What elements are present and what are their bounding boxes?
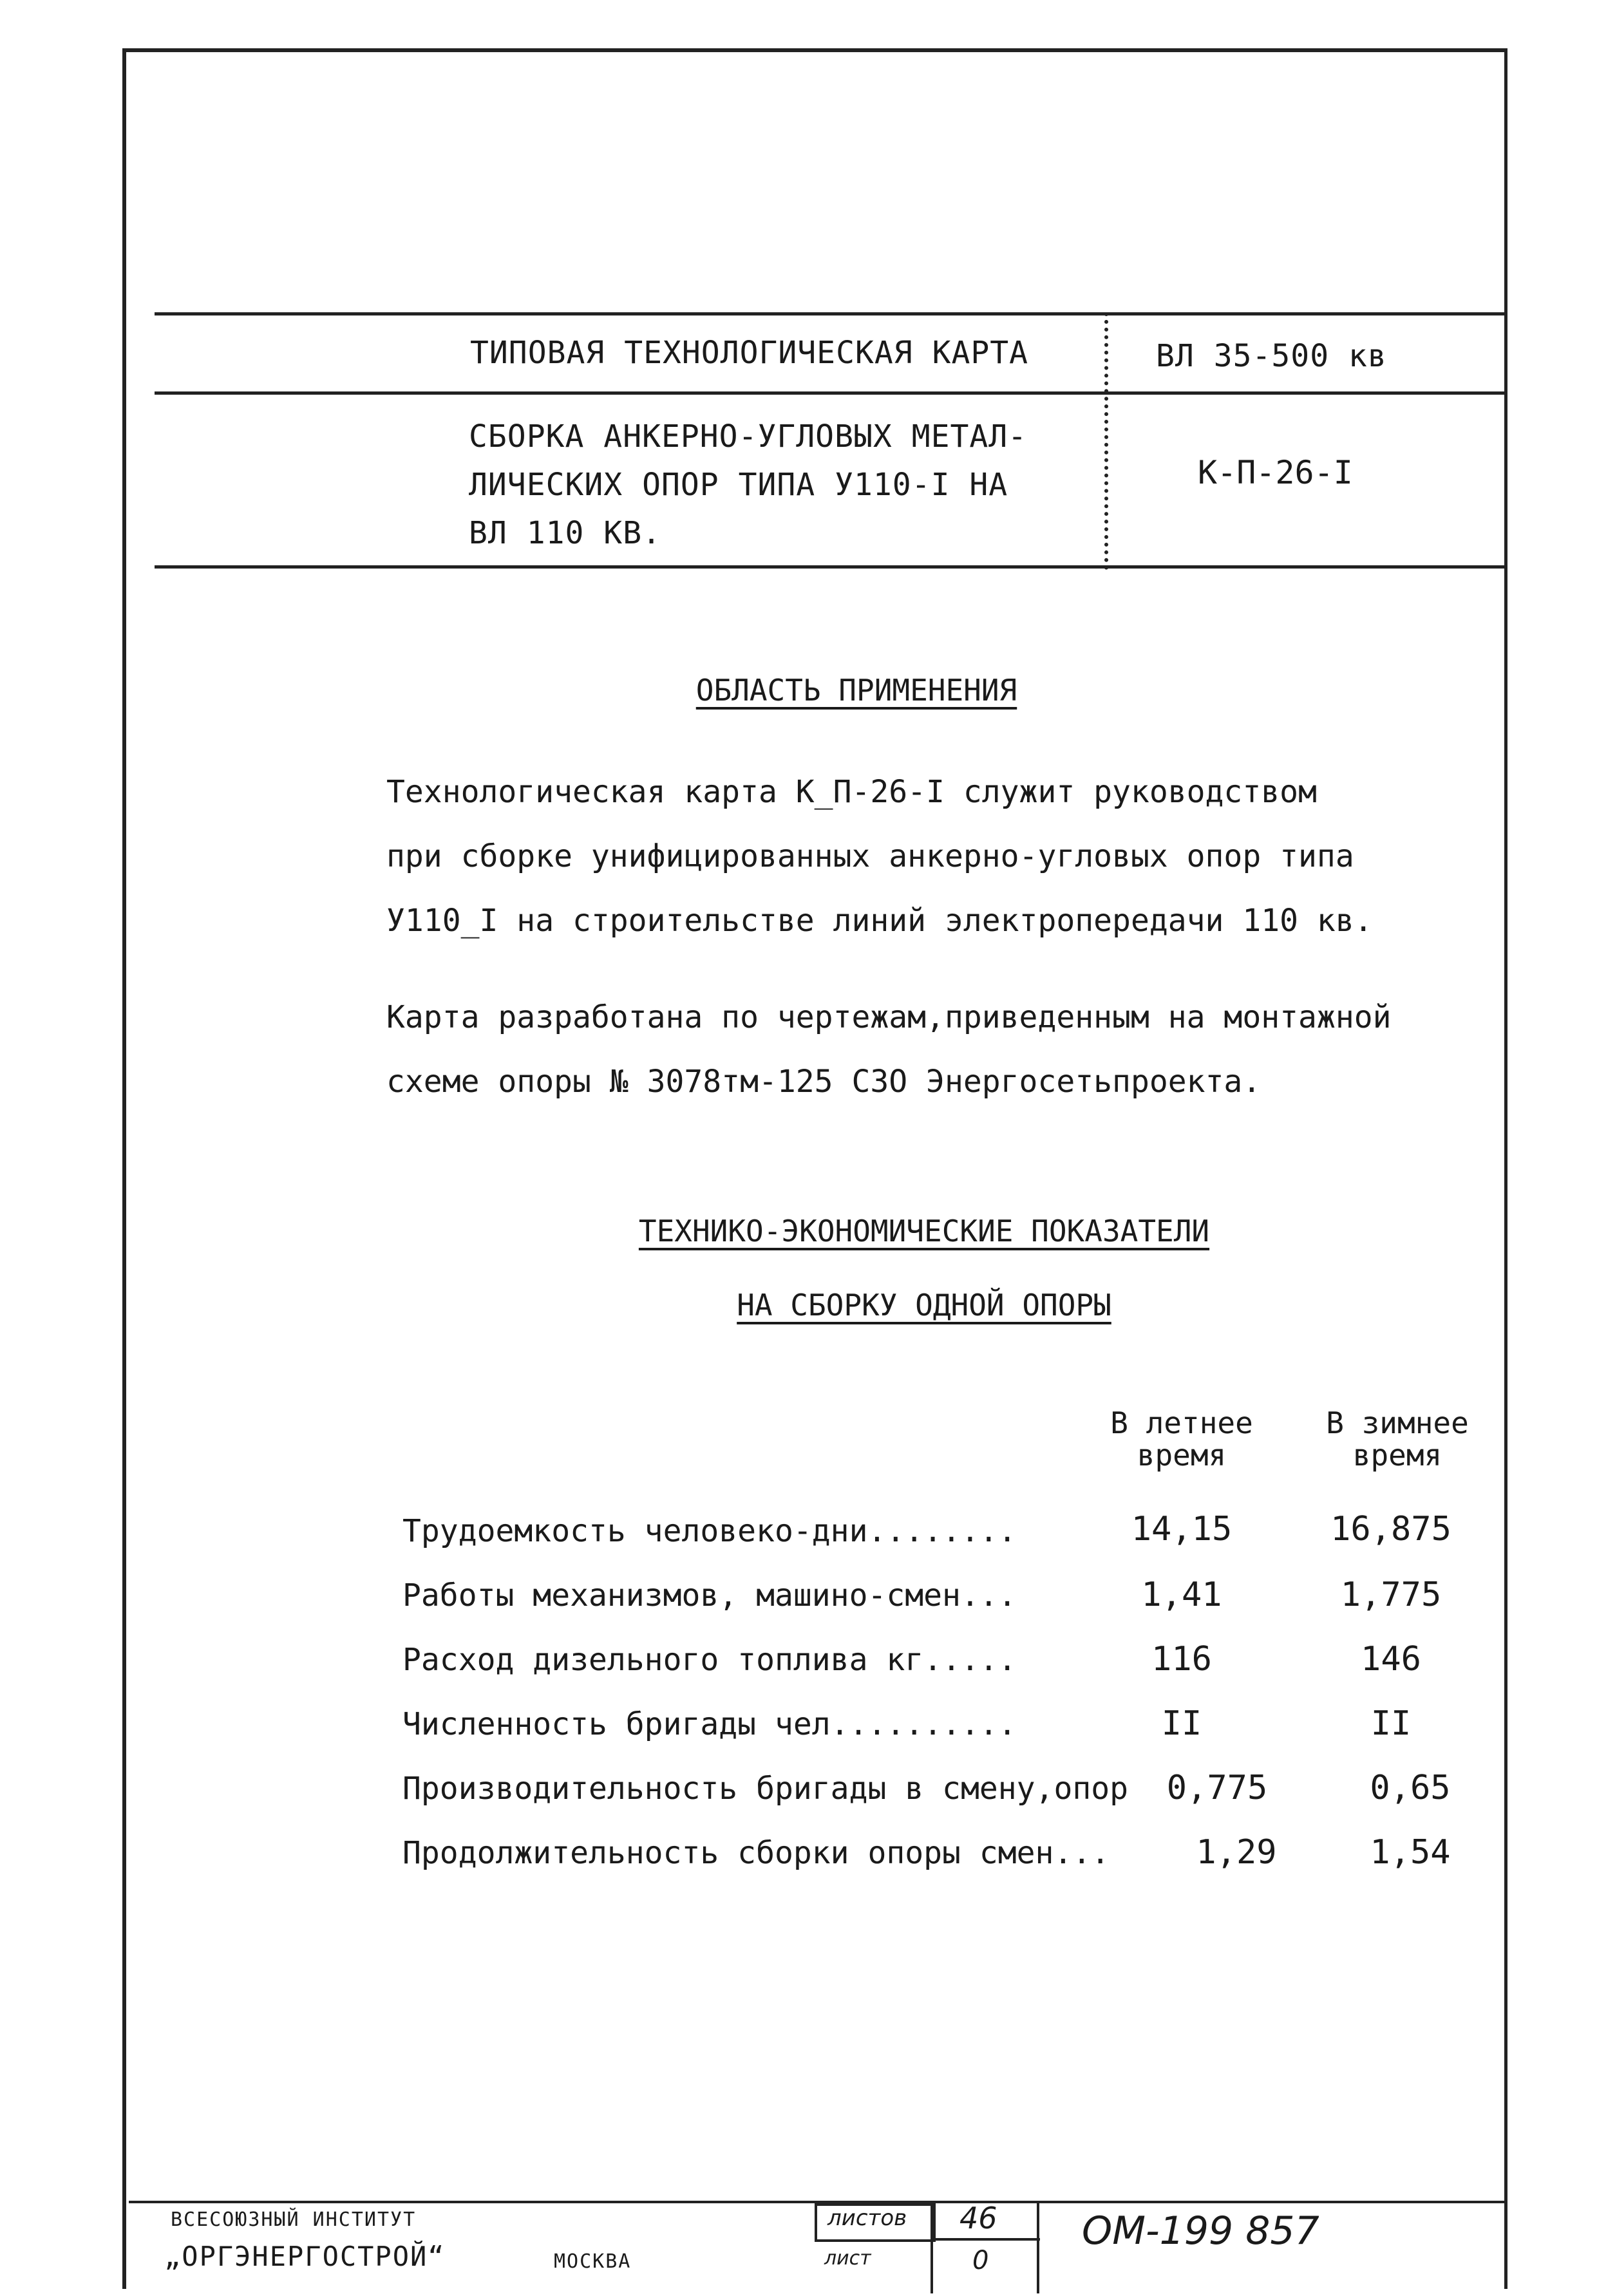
sheets-divider	[931, 2203, 933, 2293]
indicator-summer-productivity: 0,775	[1166, 1769, 1268, 1807]
indicator-label-crew: Численность бригады чел..........	[402, 1706, 1017, 1742]
indicator-winter-productivity: 0,65	[1370, 1769, 1451, 1807]
indicator-summer-duration: 1,29	[1196, 1833, 1277, 1872]
doc-title-line-2: ЛИЧЕСКИХ ОПОР ТИПА У110-I НА	[469, 467, 1008, 503]
col-summer-header	[1088, 1407, 1275, 1471]
indicator-summer-labor: 14,15	[1131, 1510, 1233, 1548]
doc-code: К-П-26-I	[1198, 454, 1353, 491]
sheet-value: 0	[972, 2246, 989, 2275]
archive-stamp: ОМ-199 857	[1082, 2208, 1319, 2254]
indicator-summer-machines: 1,41	[1141, 1576, 1222, 1614]
indicator-label-productivity: Производительность бригады в смену,опор	[402, 1771, 1129, 1807]
doc-type-title: ТИПОВАЯ ТЕХНОЛОГИЧЕСКАЯ КАРТА	[470, 335, 1029, 371]
frame-top-border	[122, 48, 1507, 52]
header-rule-top	[155, 312, 1507, 315]
indicator-label-labor: Трудоемкость человеко-дни........	[402, 1513, 1017, 1549]
sheets-row-divider	[931, 2238, 1040, 2241]
scope-para2-line2: схеме опоры № 3078тм-125 СЗО Энергосетьпроекта.	[386, 1064, 1262, 1100]
col-winter-line2: время	[1352, 1438, 1442, 1473]
indicator-summer-crew: II	[1161, 1704, 1202, 1743]
indicator-summer-fuel: 116	[1151, 1640, 1212, 1679]
footer-institute-line1: ВСЕСОЮЗНЫЙ ИНСТИТУТ	[171, 2208, 417, 2231]
indicator-winter-duration: 1,54	[1370, 1833, 1451, 1872]
series-label: ВЛ 35-500 кв	[1156, 338, 1387, 374]
scope-heading: ОБЛАСТЬ ПРИМЕНЕНИЯ	[695, 673, 1017, 708]
header-rule-bottom	[155, 565, 1507, 569]
indicator-winter-labor: 16,875	[1330, 1510, 1451, 1548]
indicator-label-machines: Работы механизмов, машино-смен...	[402, 1577, 1017, 1614]
indicator-label-duration: Продолжительность сборки опоры смен...	[402, 1835, 1110, 1871]
footer-city: МОСКВА	[554, 2250, 632, 2273]
indicator-label-fuel: Расход дизельного топлива кг.....	[402, 1642, 1017, 1678]
doc-title-line-1: СБОРКА АНКЕРНО-УГЛОВЫХ МЕТАЛ-	[469, 419, 1028, 455]
scope-para2-line1: Карта разработана по чертежам,приведенным на монтажной	[386, 999, 1392, 1035]
header-rule-middle	[155, 391, 1507, 395]
sheets-divider-right	[1037, 2203, 1039, 2293]
scope-para1-line1: Технологическая карта К_П-26-I служит руководством	[386, 774, 1317, 810]
doc-title-line-3: ВЛ 110 КВ.	[469, 515, 661, 551]
indicator-winter-machines: 1,775	[1340, 1576, 1442, 1614]
col-summer-line1: В летнее	[1110, 1406, 1253, 1440]
col-winter-header	[1301, 1407, 1494, 1471]
indicators-heading-line2: НА СБОРКУ ОДНОЙ ОПОРЫ	[737, 1288, 1111, 1322]
indicator-winter-crew: II	[1370, 1704, 1412, 1743]
frame-left-border	[122, 48, 126, 2289]
sheets-label: листов	[827, 2205, 907, 2231]
scope-para1-line2: при сборке унифицированных анкерно-угловых опор типа	[386, 838, 1354, 874]
footer-institute-line2: „ОРГЭНЕРГОСТРОЙ“	[164, 2241, 446, 2272]
scope-para1-line3: У110_I на строительстве линий электропередачи 110 кв.	[386, 903, 1373, 939]
col-summer-line2: время	[1137, 1438, 1227, 1473]
sheet-label: лист	[824, 2247, 871, 2270]
frame-right-border	[1504, 48, 1507, 2289]
sheets-value: 46	[959, 2201, 997, 2235]
col-winter-line1: В зимнее	[1326, 1406, 1469, 1440]
indicators-heading-line1: ТЕХНИКО-ЭКОНОМИЧЕСКИЕ ПОКАЗАТЕЛИ	[638, 1214, 1210, 1248]
indicator-winter-fuel: 146	[1361, 1640, 1421, 1679]
header-divider	[1104, 312, 1108, 570]
